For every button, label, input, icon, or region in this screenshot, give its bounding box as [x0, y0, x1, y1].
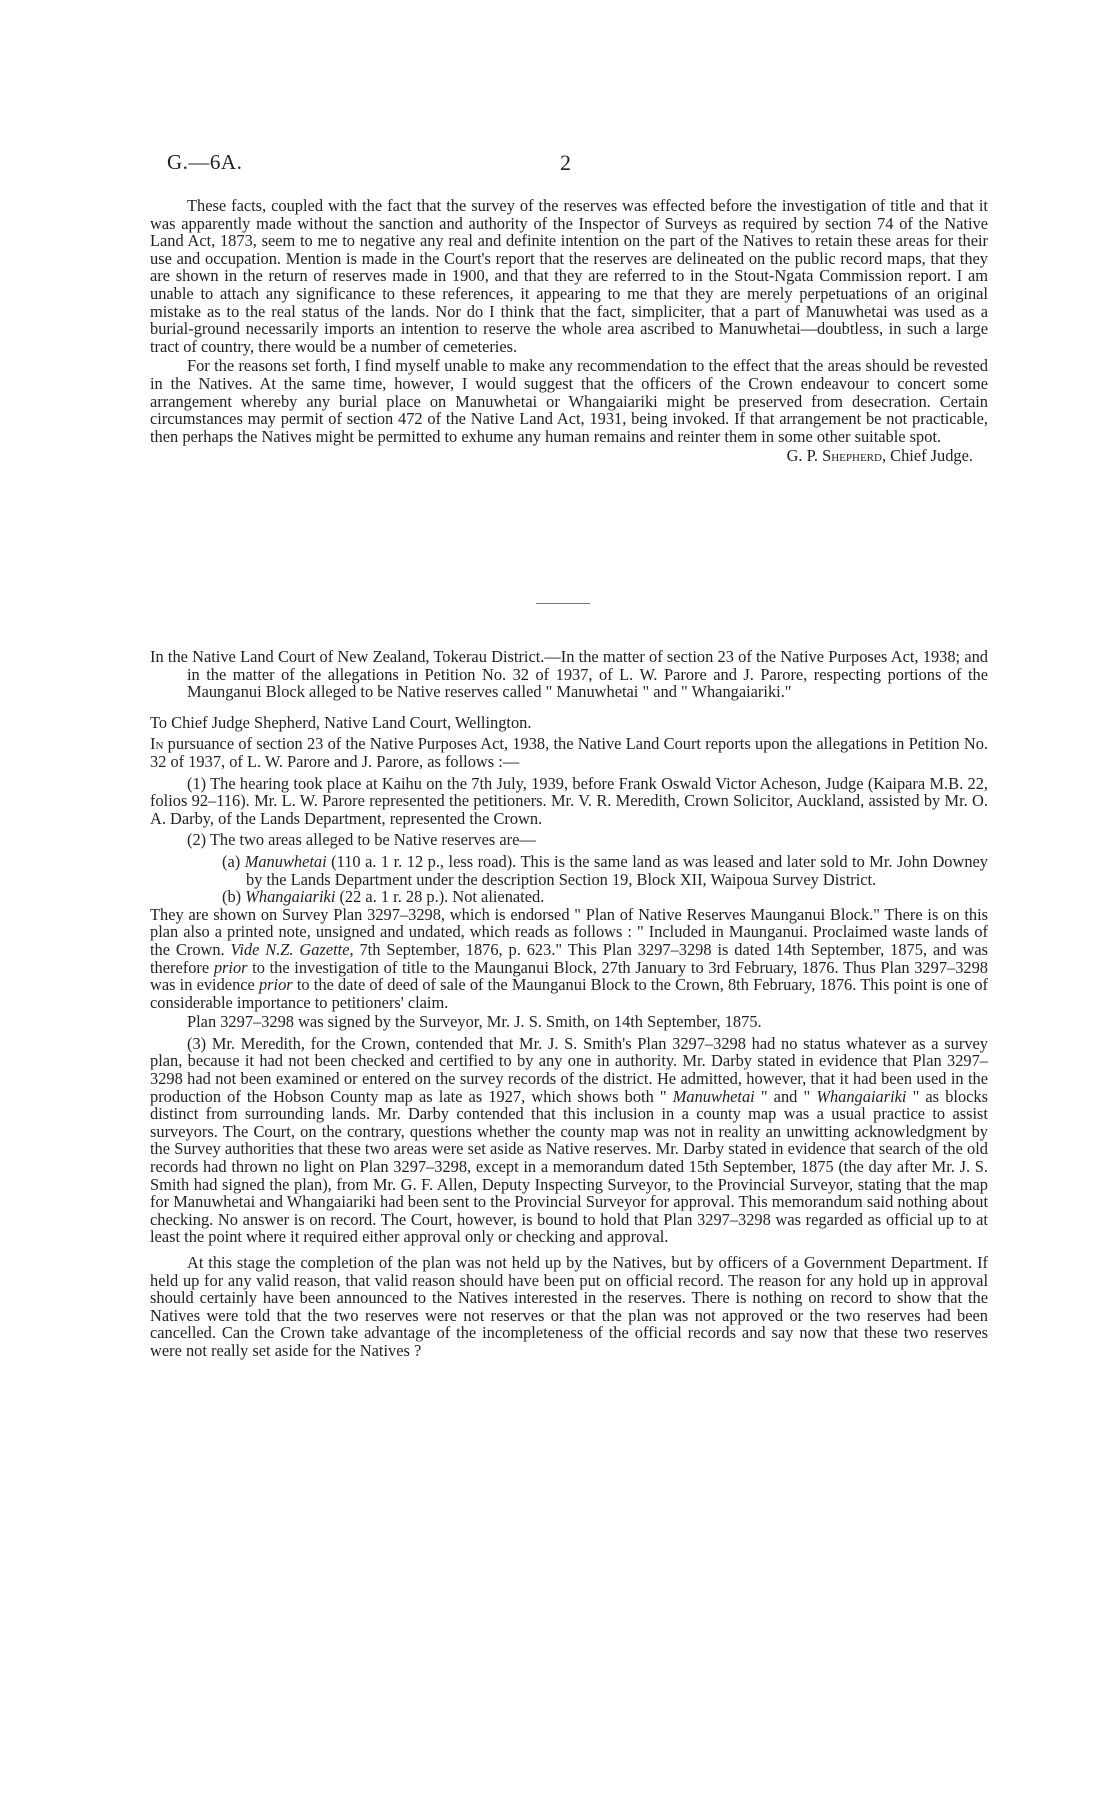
item-3-text-c: " as blocks distinct from surrounding lands. Mr. Darby contended that this inclusion in a county map was a usual practice to assist surveyors. The Court, on the contrary, questions whether the county map was not in reality an unwitting acknowledgment by the Survey authorities that these two areas were set aside as Native reserves. Mr. Darby stated in evidence that search of the old records had thrown no light on Plan 3297–3298, except in a memorandum dated 15th September, 1875 (the day after Mr. J. S. Smith had signed the plan), from Mr. G. F. Allen, Deputy Inspecting Surveyor, to the Provincial Surveyor, stating that the map for Manuwhetai and Whangaiariki had been sent to the Provincial Surveyor for approval. This memorandum said nothing about checking. No answer is on record. The Court, however, is bound to hold that Plan 3297–3298 was regarded as official up to at least the point where it required either approval only or checking and approval. [150, 1086, 988, 1247]
item-3-text-b: " and " [754, 1086, 817, 1106]
item-2b [150, 888, 988, 906]
plan-text-2: , 7th September, 1876, p. 623." This Plan 3297–3298 is dated 14th September, 1875, and was therefore [150, 939, 988, 977]
item-2b-name: Whangaiariki [245, 887, 336, 907]
salutation: To Chief Judge Shepherd, Native Land Court, Wellington. [150, 712, 532, 732]
paragraph-reasons [150, 357, 988, 445]
report-native-land-court [150, 648, 988, 1360]
plan-prior-1: prior [213, 957, 248, 977]
court-heading: In the Native Land Court of New Zealand, Tokerau District.—In the matter of section 23 of the Native Purposes Act, 1938; and in the matter of the allegations in Petition No. 32 of 1937, of L. W. Parore and J. Parore, respecting portions of the Maunganui Block alleged to be Native reserves called " Manuwhetai " and " Whangaiariki." [150, 647, 988, 702]
item-3-crown-contention [150, 1035, 988, 1246]
plan-vide-gazette: Vide N.Z. Gazette [230, 939, 350, 959]
section-divider [536, 603, 590, 604]
page-header [167, 150, 964, 180]
item-2b-text: (22 a. 1 r. 28 p.). Not alienated. [335, 887, 545, 907]
reasons-text: For the reasons set forth, I find myself unable to make any recommendation to the effect that the areas should be revested in the Natives. At the same time, however, I would suggest that the officers of the Crown endeavour to concert some arrangement whereby any burial place on Manuwhetai or Whangaiariki might be preserved from desecration. Certain circumstances may permit of section 472 of the Native Land Act, 1931, being invoked. If that arrangement be not practicable, then perhaps the Natives might be permitted to exhume any human remains and reinter them in some other suitable spot. [150, 356, 988, 446]
intro-lead: In [150, 734, 164, 754]
item-3-whangaiariki: Whangaiariki [816, 1086, 907, 1106]
item-2a-label: (a) [222, 851, 241, 871]
facts-text: These facts, coupled with the fact that the survey of the reserves was effected before the investigation of title and that it was apparently made without the sanction and authority of the Inspector of Surveys as required by section 74 of the Native Land Act, 1873, seem to me to negative any real and definite intention on the part of the Natives to retain these areas for their use and occupation. Mention is made in the Court's report that the reserves are delineated on the public record maps, that they are shown in the return of reserves made in 1900, and that they are referred to in the Stout-Ngata Commission report. I am unable to attach any significance to these references, it appearing to me that they are merely perpetuations of an original mistake as to the real status of the lands. Nor do I think that the fact, simpliciter, that a part of Manuwhetai was used as a burial-ground necessarily imports an intention to reserve the whole area ascribed to Manuwhetai—doubtless, in such a large tract of country, there would be a number of cemeteries. [150, 196, 988, 356]
item-3-manuwhetai: Manuwhetai [672, 1086, 755, 1106]
item-3-text-a: (3) Mr. Meredith, for the Crown, contended that Mr. J. S. Smith's Plan 3297–3298 had no status whatever as a survey plan, because it had not been checked and certified to by any one in authority. Mr. Darby stated in evidence that Plan 3297–3298 had not been examined or entered on the survey records of the district. He admitted, however, that it had been used in the production of the Hobson County map as late as 1927, which shows both " [150, 1033, 988, 1106]
intro-text: pursuance of section 23 of the Native Purposes Act, 1938, the Native Land Court reports upon the allegations in Petition No. 32 of 1937, of L. W. Parore and J. Parore, as follows :— [150, 734, 988, 771]
signature-line [150, 447, 988, 465]
signature-title: , Chief Judge. [881, 446, 973, 466]
paragraph-facts [150, 197, 988, 355]
report-chief-judge [150, 197, 988, 465]
item-2a [150, 853, 988, 888]
plan-text-3: to the investigation of title to the Maunganui Block, 27th January to 3rd February, 1876. Thus Plan 3297–3298 was in evidence [150, 957, 988, 995]
final-paragraph: At this stage the completion of the plan was not held up by the Natives, but by officers of a Government Department. If held up for any valid reason, that valid reason should have been put on official record. The reason for any hold up in approval should certainly have been announced to the Natives interested in the reserves. There is nothing on record to show that the Natives were told that the two reserves were not reserves or that the plan was not approved or the two reserves had been cancelled. Can the Crown take advantage of the incompleteness of the official records and say now that these two reserves were not really set aside for the Natives ? [150, 1253, 988, 1360]
item-1-hearing: (1) The hearing took place at Kaihu on the 7th July, 1939, before Frank Oswald Victor Acheson, Judge (Kaipara M.B. 22, folios 92–116). Mr. L. W. Parore represented the petitioners. Mr. V. R. Meredith, Crown Solicitor, Auckland, assisted by Mr. O. A. Darby, of the Lands Department, represented the Crown. [150, 773, 988, 828]
plan-prior-2: prior [258, 975, 293, 995]
page-number: 2 [560, 150, 571, 175]
item-2a-text: (110 a. 1 r. 12 p., less road). This is the same land as was leased and later sold to Mr. John Downey by the Lands Department under the description Section 19, Block XII, Waipoua Survey District. [246, 851, 988, 889]
item-2b-label: (b) [222, 887, 242, 907]
plan-text-1: They are shown on Survey Plan 3297–3298, which is endorsed " Plan of Native Reserves Maunganui Block." There is on this plan also a printed note, unsigned and undated, which reads as follows : " Included in Maunganui. Proclaimed waste lands of the Crown. [150, 904, 988, 959]
intro-paragraph [150, 735, 988, 770]
plan-text-4: to the date of deed of sale of the Maunganui Block to the Crown, 8th February, 1876. This point is one of considerable importance to petitioners' claim. [150, 975, 988, 1012]
item-2a-name: Manuwhetai [244, 851, 327, 871]
plan-signed-paragraph: Plan 3297–3298 was signed by the Surveyor, Mr. J. S. Smith, on 14th September, 1875. [187, 1012, 762, 1032]
survey-plan-paragraph [150, 906, 988, 1012]
document-reference: G.—6A. [167, 150, 243, 174]
signature-name: G. P. Shepherd [786, 446, 882, 466]
item-2-areas: (2) The two areas alleged to be Native reserves are— [187, 830, 536, 850]
